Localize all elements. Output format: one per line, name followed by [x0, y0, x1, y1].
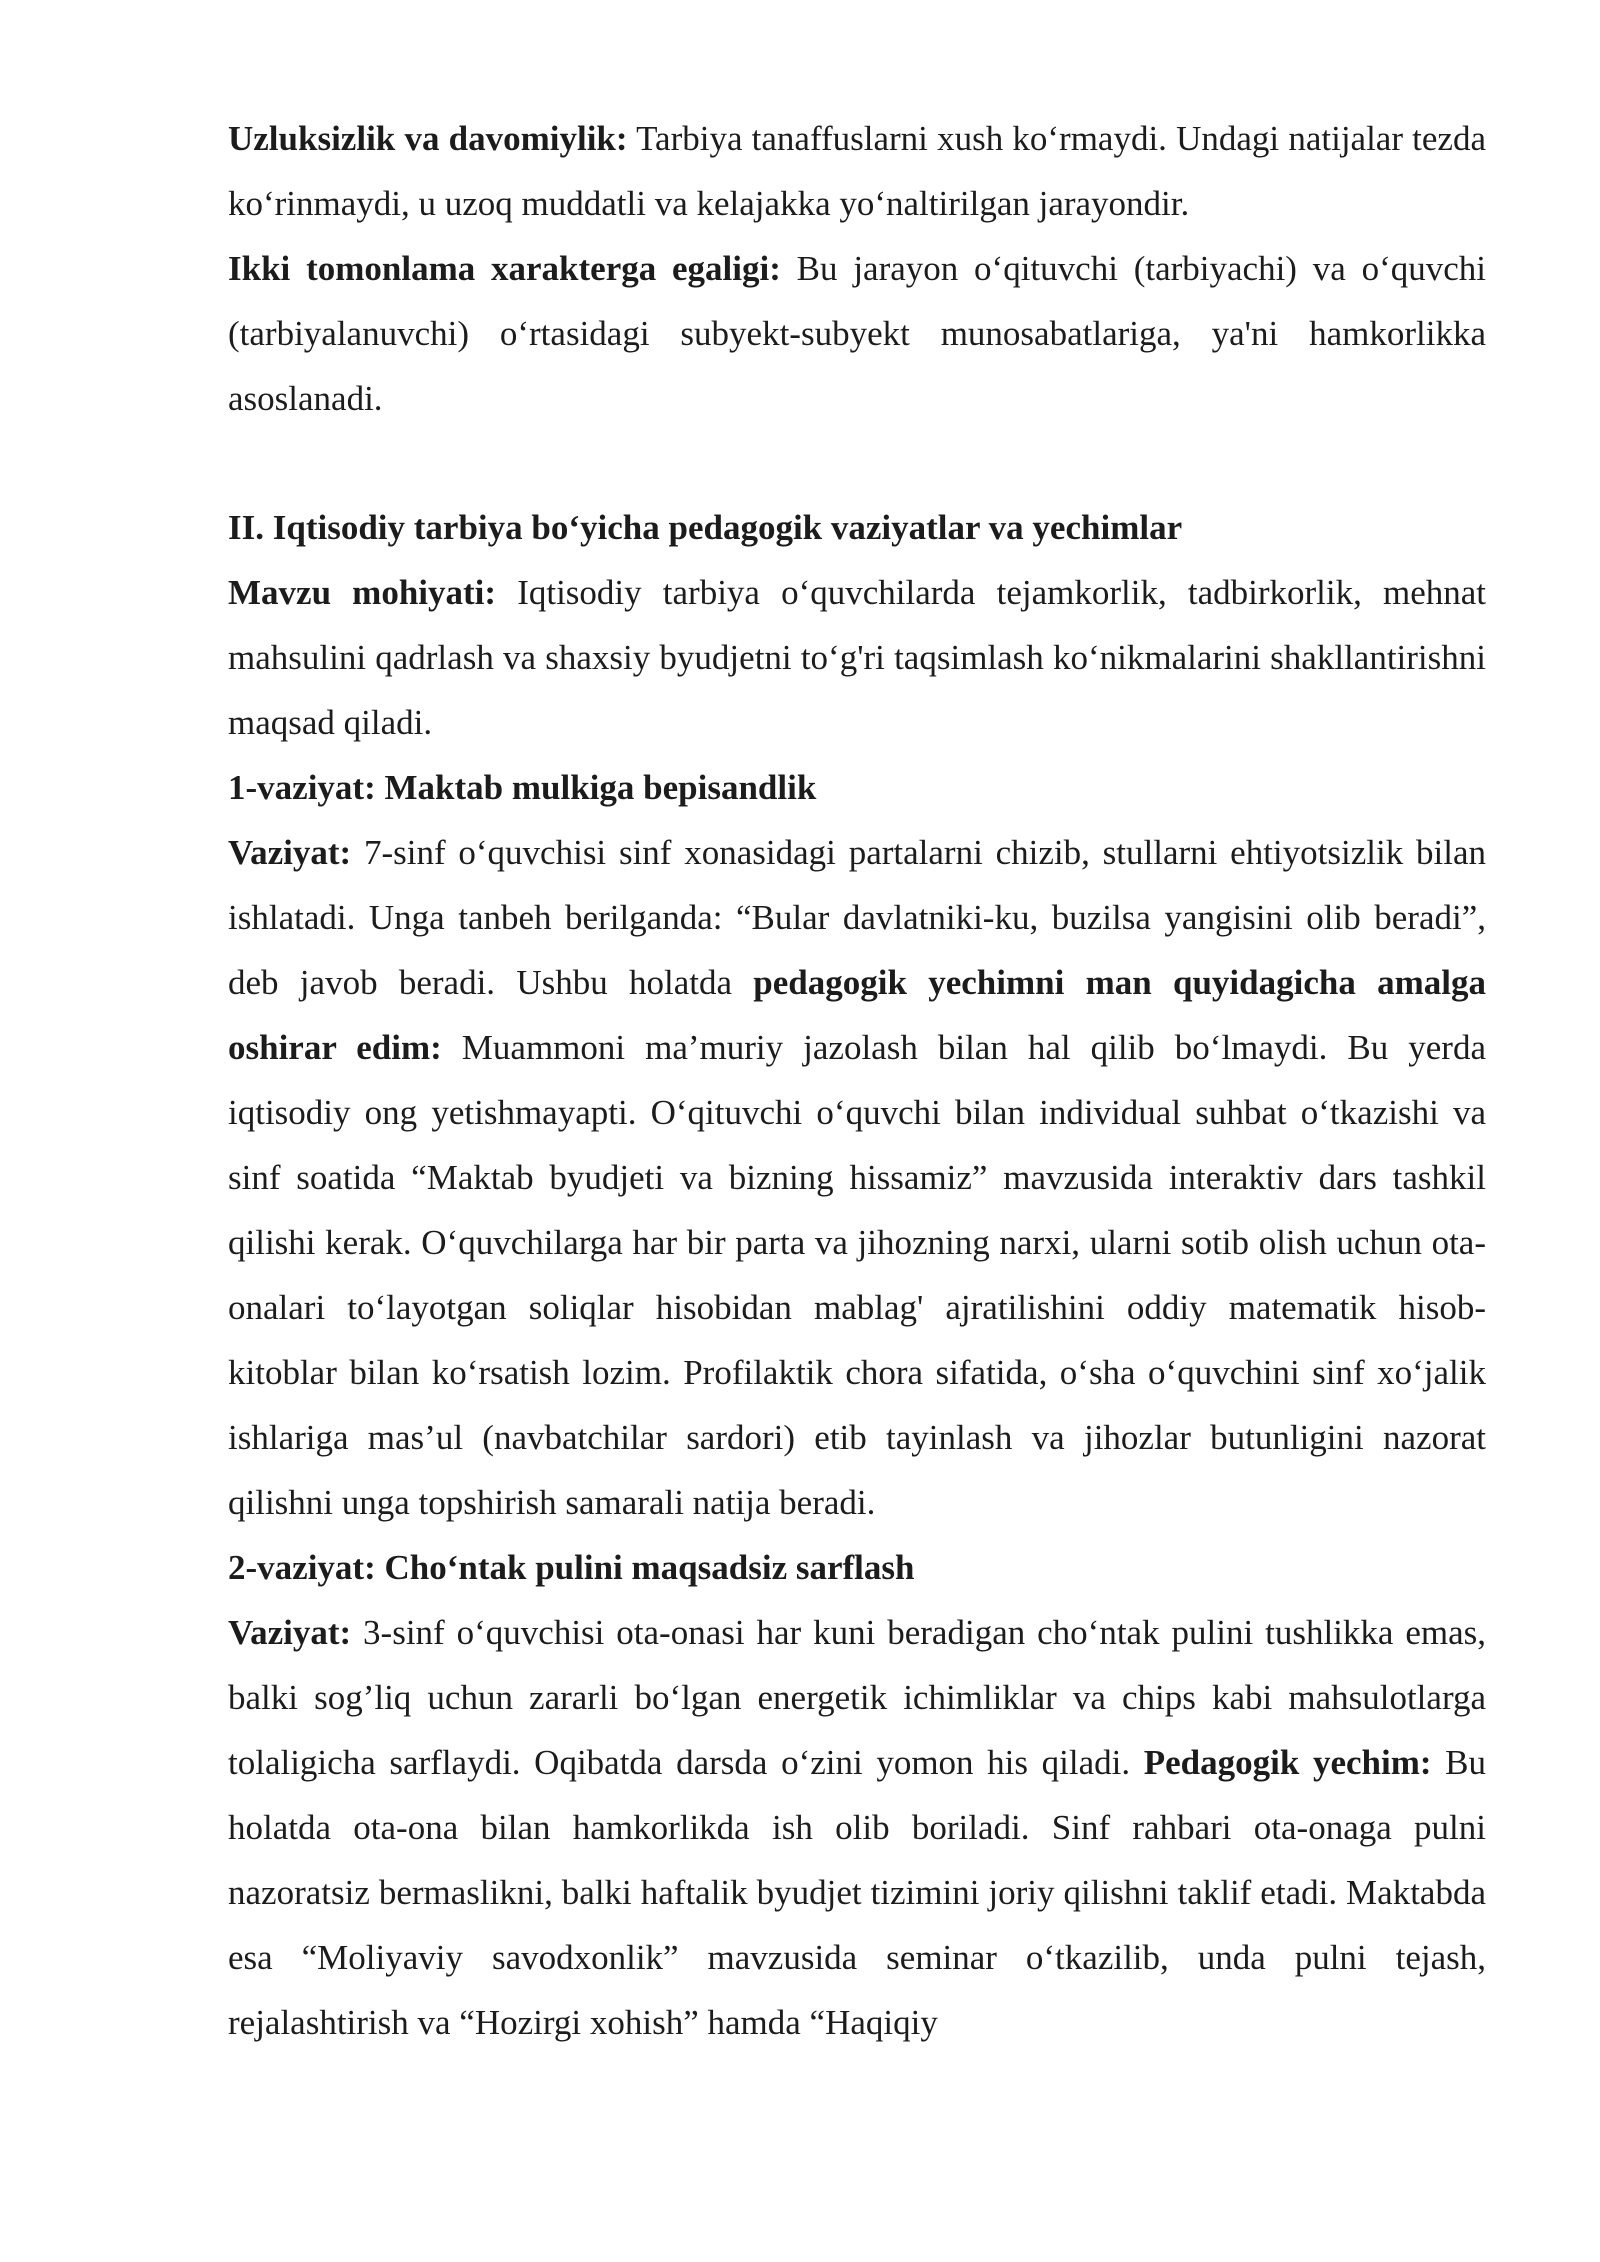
term-topic-essence: Mavzu mohiyati:: [228, 573, 497, 612]
case-1-title: 1-vaziyat: Maktab mulkiga bepisandlik: [228, 768, 817, 807]
term-solution: Pedagogik yechim:: [1143, 1743, 1432, 1782]
section-title: II. Iqtisodiy tarbiya bo‘yicha pedagogik vaziyatlar va yechimlar: [228, 508, 1183, 547]
term-continuity: Uzluksizlik va davomiylik:: [228, 119, 628, 158]
paragraph-case-2: [228, 1600, 1486, 2055]
term-situation: Vaziyat:: [228, 1613, 352, 1652]
term-bilateral: Ikki tomonlama xarakterga egaligi:: [228, 249, 781, 288]
paragraph-text: Bu jarayon o‘qituvchi (tarbiyachi) va o‘quvchi (tarbiyalanuvchi) o‘rtasidagi subyekt-subyekt munosabatlariga, ya'ni hamkorlikka asoslanadi.: [228, 249, 1486, 418]
paragraph-continuity: [228, 106, 1486, 236]
term-situation: Vaziyat:: [228, 833, 352, 872]
paragraph-text: Iqtisodiy tarbiya o‘quvchilarda tejamkorlik, tadbirkorlik, mehnat mahsulini qadrlash va shaxsiy byudjetni to‘g'ri taqsimlash ko‘nikmalarini shakllantirishni maqsad qiladi.: [228, 573, 1486, 742]
paragraph-topic-essence: [228, 560, 1486, 755]
paragraph-bilateral: [228, 236, 1486, 431]
paragraph-text: 7-sinf o‘quvchisi sinf xonasidagi partalarni chizib, stullarni ehtiyotsizlik bilan ishlatadi. Unga tanbeh berilganda: “Bular davlatniki-ku, buzilsa yangisini olib beradi”, deb javob beradi. Ushbu holatda: [228, 833, 1486, 1002]
paragraph-text: Bu holatda ota-ona bilan hamkorlikda ish olib boriladi. Sinf rahbari ota-onaga pulni nazoratsiz bermaslikni, balki haftalik byudjet tizimini joriy qilishni taklif etadi. Maktabda esa “Moliyaviy savodxonlik” mavzusida seminar o‘tkazilib, unda pulni tejash, rejalashtirish va “Hozirgi xohish” hamda “Haqiqiy: [228, 1743, 1486, 2042]
paragraph-case-1: [228, 820, 1486, 1535]
case-2-title: 2-vaziyat: Cho‘ntak pulini maqsadsiz sarflash: [228, 1548, 915, 1587]
document-page: [228, 106, 1486, 2055]
term-solution: pedagogik yechimni man quyidagicha amalga oshirar edim:: [228, 963, 1487, 1067]
paragraph-text: Tarbiya tanaffuslarni xush ko‘rmaydi. Undagi natijalar tezda ko‘rinmaydi, u uzoq muddatli va kelajakka yo‘naltirilgan jarayondir.: [228, 119, 1487, 223]
section-spacer: [228, 431, 1486, 495]
paragraph-text: Muammoni ma’muriy jazolash bilan hal qilib bo‘lmaydi. Bu yerda iqtisodiy ong yetishmayapti. O‘qituvchi o‘quvchi bilan individual suhbat o‘tkazishi va sinf soatida “Maktab byudjeti va bizning hissamiz” mavzusida interaktiv dars tashkil qilishi kerak. O‘quvchilarga har bir parta va jihozning narxi, ularni sotib olish uchun ota-onalari to‘layotgan soliqlar hisobidan mablag' ajratilishini oddiy matematik hisob-kitoblar bilan ko‘rsatish lozim. Profilaktik chora sifatida, o‘sha o‘quvchini sinf xo‘jalik ishlariga mas’ul (navbatchilar sardori) etib tayinlash va jihozlar butunligini nazorat qilishni unga topshirish samarali natija beradi.: [228, 1028, 1486, 1522]
paragraph-text: 3-sinf o‘quvchisi ota-onasi har kuni beradigan cho‘ntak pulini tushlikka emas, balki sog’liq uchun zararli bo‘lgan energetik ichimliklar va chips kabi mahsulotlarga tolaligicha sarflaydi. Oqibatda darsda o‘zini yomon his qiladi.: [228, 1613, 1486, 1782]
